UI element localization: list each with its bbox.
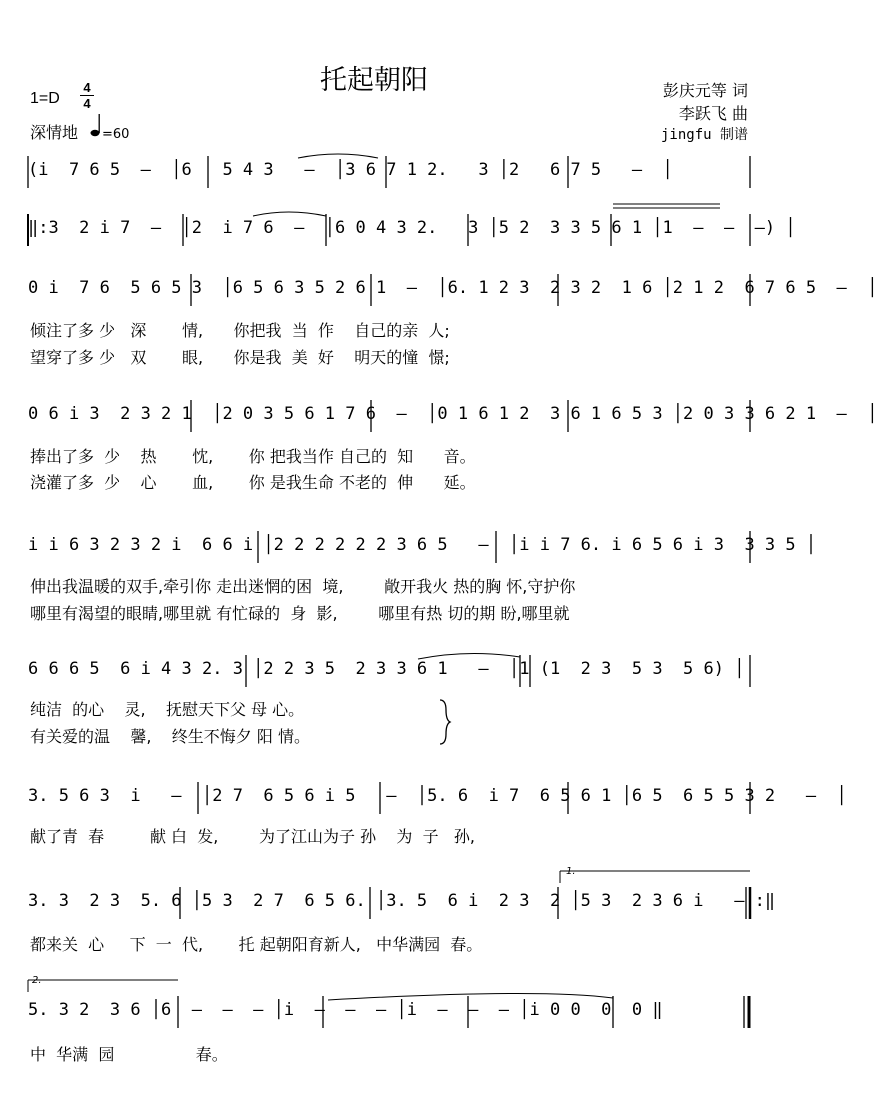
notation-line: (i 7 6 5 – │6 5 4 3 – │3 6 7 1 2. 3 │2 6 7 5 – │ bbox=[28, 160, 673, 180]
lyric-verse-1: 都来关 心 下 一 代, 托 起朝阳育新人, 中华满园 春。 bbox=[30, 935, 483, 954]
notation-line: 5. 3 2 3 6 │6 – – – │i – – – │i – – – │i 0 0 0 0 ‖ bbox=[28, 1000, 663, 1020]
key-signature: 1=D bbox=[30, 90, 60, 107]
lyricist-credit: 彭庆元等 词 bbox=[662, 81, 748, 100]
lyric-verse-1: 献了青 春 献 白 发, 为了江山为子 孙 为 子 孙, bbox=[30, 827, 475, 846]
volta-1-label: 1. bbox=[566, 866, 576, 877]
lyric-verse-1: 纯洁 的心 灵, 抚慰天下父 母 心。 bbox=[30, 700, 305, 719]
lyric-verse-2: 望穿了多 少 双 眼, 你是我 美 好 明天的憧 憬; bbox=[30, 348, 450, 367]
composer-credit: 李跃飞 曲 bbox=[678, 104, 748, 123]
time-bottom: 4 bbox=[80, 95, 94, 111]
brace-icon bbox=[438, 698, 452, 746]
lyric-verse-1: 捧出了多 少 热 忱, 你 把我当作 自己的 知 音。 bbox=[30, 447, 476, 466]
staff-row-9 bbox=[28, 992, 752, 1034]
time-top: 4 bbox=[83, 80, 91, 95]
quarter-note-icon bbox=[90, 112, 102, 138]
notation-line: 0 i 7 6 5 6 5 3 │6 5 6 3 5 2 6 1 – │6. 1 2 3 2 3 2 1 6 │2 1 2 6 7 6 5 – │ bbox=[28, 278, 878, 298]
notation-line: 3. 3 2 3 5. 6 │5 3 2 7 6 5 6. │3. 5 6 i 2 3 2 │5 3 2 3 6 i – :‖ bbox=[28, 891, 776, 911]
arranger-credit: jingfu 制谱 bbox=[660, 127, 748, 143]
expression-mark: 深情地 bbox=[30, 123, 79, 142]
volta-2-label: 2. bbox=[32, 975, 42, 986]
notation-line: 3. 5 6 3 i – │2 7 6 5 6 i 5 – │5. 6 i 7 6 5 6 1 │6 5 6 5 5 3 2 – │ bbox=[28, 786, 847, 806]
lyric-verse-2: 哪里有渴望的眼睛,哪里就 有忙碌的 身 影, 哪里有热 切的期 盼,哪里就 bbox=[30, 604, 570, 623]
staff-row-1 bbox=[28, 152, 752, 194]
staff-row-7 bbox=[28, 778, 847, 820]
staff-row-3 bbox=[28, 270, 878, 312]
staff-row-6 bbox=[28, 651, 752, 693]
page-title: 托起朝阳 bbox=[320, 65, 428, 96]
staff-row-5 bbox=[28, 527, 817, 569]
tempo-mark: =60 bbox=[102, 127, 130, 142]
time-signature bbox=[80, 80, 94, 111]
staff-row-8 bbox=[28, 883, 776, 925]
lyric-verse-2: 有关爱的温 馨, 终生不悔夕 阳 情。 bbox=[30, 727, 310, 746]
lyric-verse-2: 浇灌了多 少 心 血, 你 是我生命 不老的 伸 延。 bbox=[30, 473, 476, 492]
notation-line: i i 6 3 2 3 2 i 6 6 i │2 2 2 2 2 2 3 6 5 – │i i 7 6. i 6 5 6 i 3 3 3 5 │ bbox=[28, 535, 817, 555]
notation-line: 0 6 i 3 2 3 2 1 │2 0 3 5 6 1 7 6 – │0 1 6 1 2 3 6 1 6 5 3 │2 0 3 3 6 2 1 – │ bbox=[28, 404, 878, 424]
notation-line: ‖:3 2 i 7 – │2 i 7 6 – │6 0 4 3 2. 3 │5 2 3 3 5 6 1 │1 – – –) │ bbox=[28, 218, 796, 238]
staff-row-2 bbox=[28, 210, 796, 252]
staff-row-4 bbox=[28, 396, 878, 438]
lyric-verse-1: 倾注了多 少 深 情, 你把我 当 作 自己的亲 人; bbox=[30, 321, 450, 340]
notation-line: 6 6 6 5 6 i 4 3 2. 3 │2 2 3 5 2 3 3 6 1 – │1 (1 2 3 5 3 5 6) │ bbox=[28, 659, 745, 679]
lyric-verse-1: 中 华满 园 春。 bbox=[30, 1045, 228, 1064]
lyric-verse-1: 伸出我温暖的双手,牵引你 走出迷惘的困 境, 敞开我火 热的胸 怀,守护你 bbox=[30, 577, 576, 596]
